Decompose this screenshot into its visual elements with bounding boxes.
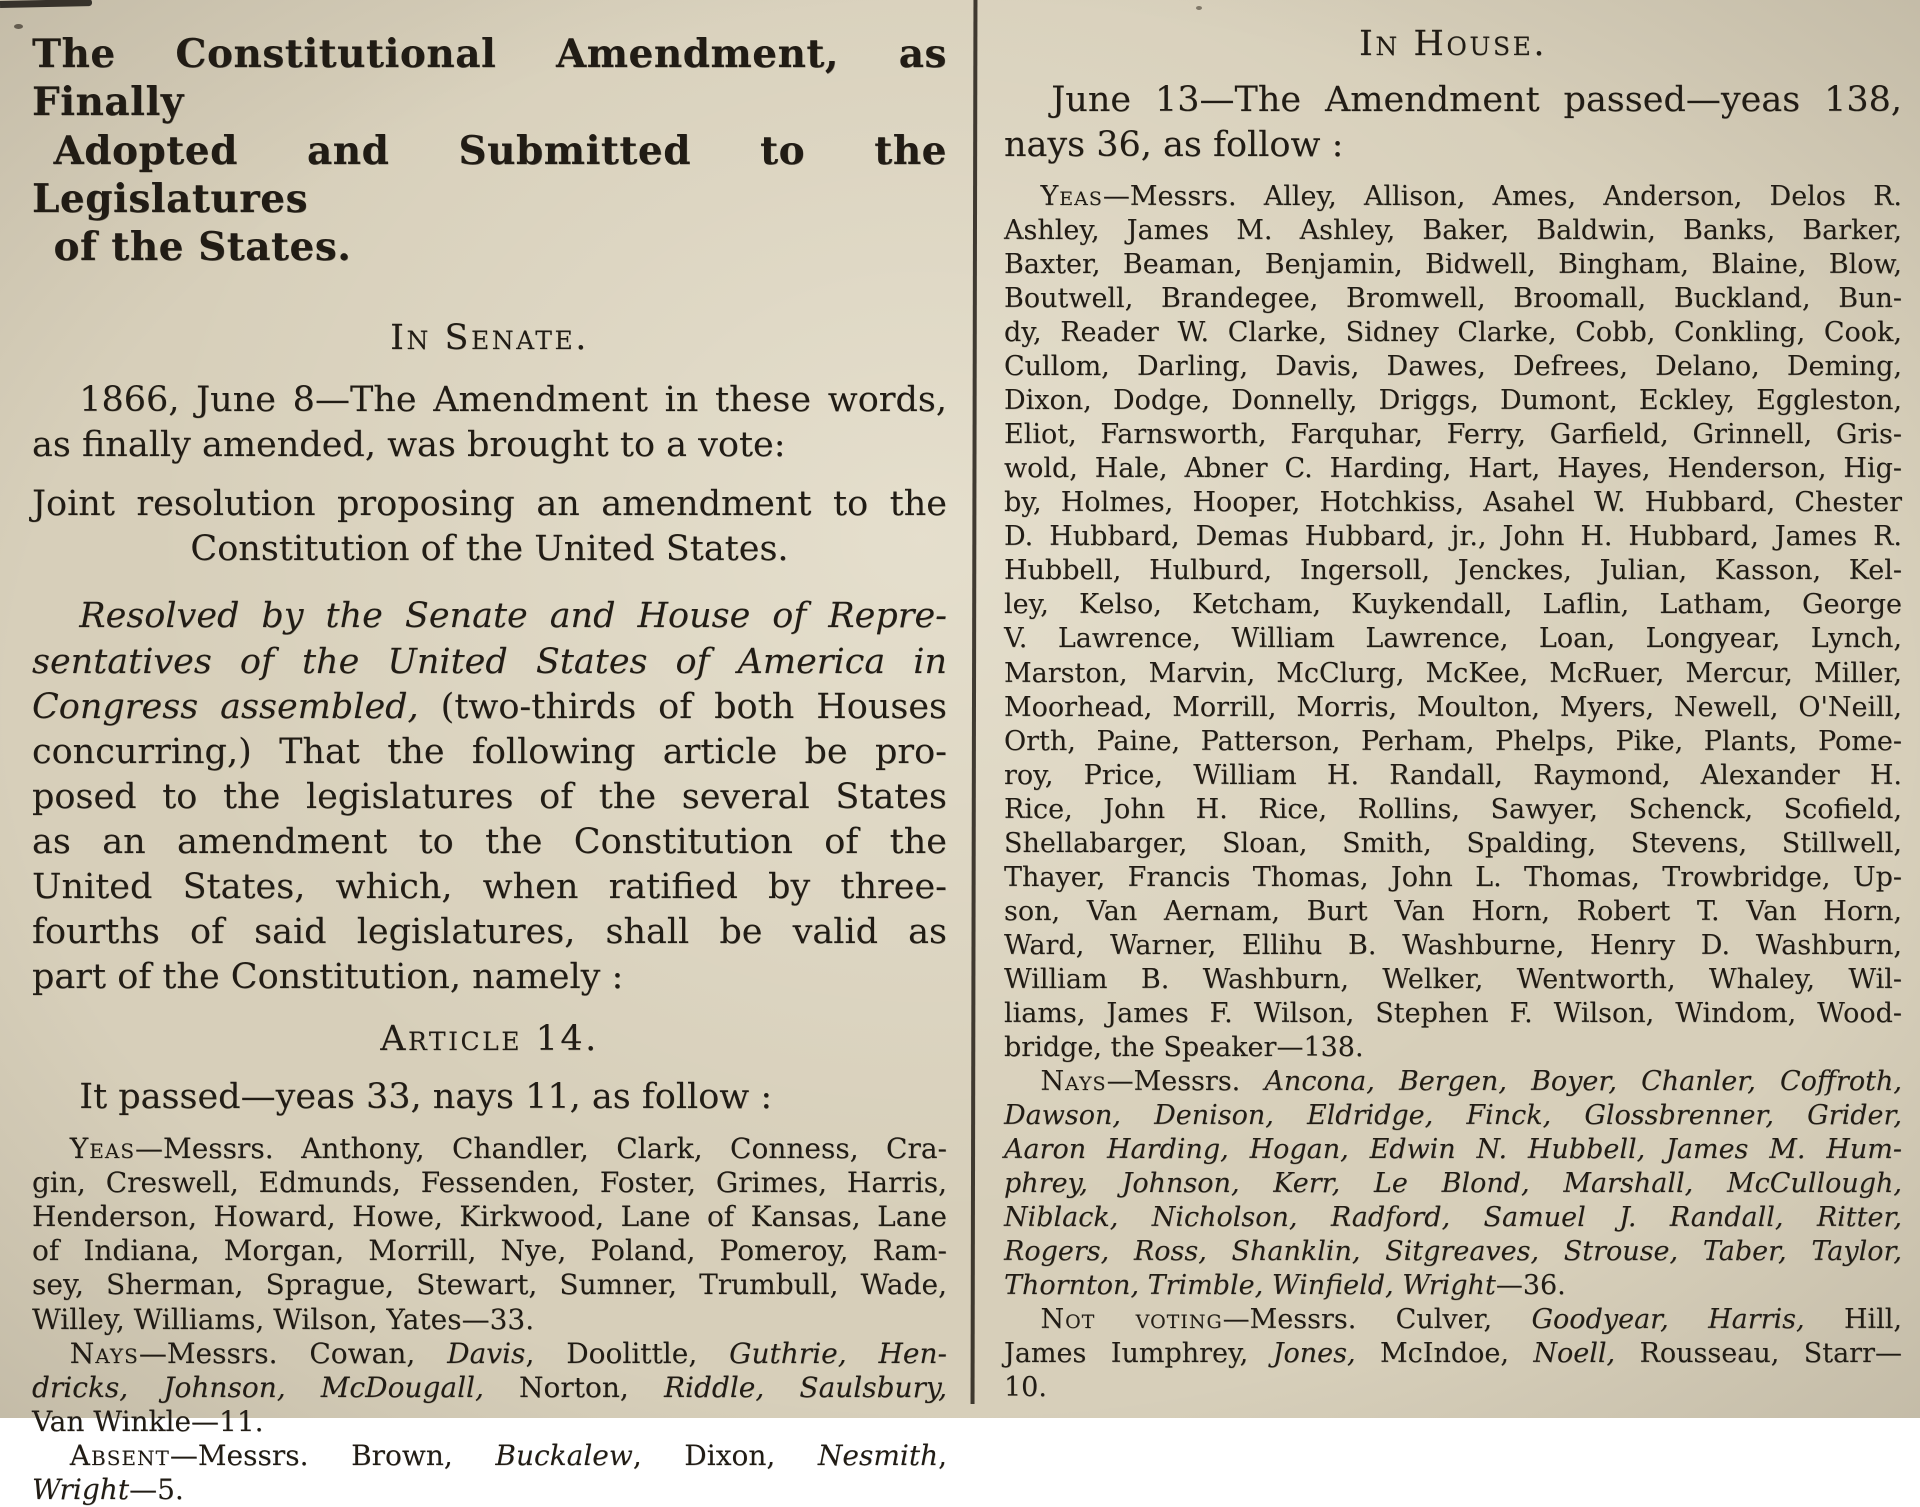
- text-line: bridge, the Speaker—138.: [1004, 1031, 1364, 1063]
- resolved-paragraph: [32, 594, 947, 1000]
- senate-yeas-list: [32, 1132, 947, 1337]
- text-line: of the States.: [53, 224, 352, 271]
- ink-speck: [14, 24, 23, 29]
- text-line: ley, Kelso, Ketcham, Kuykendall, Laflin, Latham, George: [1004, 589, 1902, 621]
- text-line: Nays—Messrs. Cowan, Davis, Doolittle, Guthrie, Hen-: [69, 1336, 947, 1370]
- text-line: sey, Sherman, Sprague, Stewart, Sumner, Trumbull, Wade,: [32, 1268, 947, 1302]
- text-line: Hubbell, Hulburd, Ingersoll, Jenckes, Julian, Kasson, Kel-: [1004, 555, 1902, 587]
- text-line: Boutwell, Brandegee, Bromwell, Broomall, Buckland, Bun-: [1004, 283, 1902, 315]
- text-line: nays 36, as follow :: [1004, 125, 1344, 166]
- text-line: fourths of said legislatures, shall be valid as: [32, 912, 947, 953]
- text-line: phrey, Johnson, Kerr, Le Blond, Marshall, McCullough,: [1004, 1167, 1902, 1199]
- text-line: roy, Price, William H. Randall, Raymond, Alexander H.: [1004, 759, 1902, 791]
- senate-absent-list: [32, 1439, 947, 1507]
- text-line: Congress assembled, (two-thirds of both Houses: [32, 686, 947, 727]
- text-line: It passed—yeas 33, nays 11, as follow :: [79, 1076, 773, 1117]
- text-line: Joint resolution proposing an amendment to the: [32, 484, 947, 525]
- text-line: of Indiana, Morgan, Morrill, Nye, Poland, Pomeroy, Ram-: [32, 1234, 947, 1268]
- text-line: James Iumphrey, Jones, McIndoe, Noell, Rousseau, Starr—: [1004, 1337, 1902, 1369]
- text-line: posed to the legislatures of the several States: [32, 776, 947, 817]
- text-line: Niblack, Nicholson, Radford, Samuel J. Randall, Ritter,: [1004, 1201, 1902, 1233]
- text-line: Baxter, Beaman, Benjamin, Bidwell, Bingham, Blaine, Blow,: [1004, 249, 1902, 281]
- text-line: as an amendment to the Constitution of the: [32, 822, 947, 863]
- text-line: United States, which, when ratified by three-: [32, 867, 947, 908]
- text-line: Not voting—Messrs. Culver, Goodyear, Harris, Hill,: [1040, 1303, 1902, 1335]
- text-line: June 13—The Amendment passed—yeas 138,: [1051, 80, 1902, 120]
- in-house-heading: In House.: [1359, 24, 1547, 64]
- text-line: V. Lawrence, William Lawrence, Loan, Longyear, Lynch,: [1004, 623, 1902, 655]
- column-divider-rule: [971, 0, 978, 1404]
- house-nays-list: [1004, 1065, 1902, 1303]
- text-line: D. Hubbard, Demas Hubbard, jr., John H. Hubbard, James R.: [1004, 521, 1902, 553]
- text-line: Dawson, Denison, Eldridge, Finck, Glossbrenner, Grider,: [1004, 1099, 1902, 1131]
- text-line: wold, Hale, Abner C. Harding, Hart, Hayes, Henderson, Hig-: [1004, 453, 1902, 485]
- text-line: Ashley, James M. Ashley, Baker, Baldwin, Banks, Barker,: [1004, 215, 1902, 247]
- text-line: Willey, Williams, Wilson, Yates—33.: [32, 1302, 535, 1336]
- ink-speck: [1196, 6, 1202, 10]
- text-line: William B. Washburn, Welker, Wentworth, Whaley, Wil-: [1004, 963, 1902, 995]
- text-line: The Constitutional Amendment, as Finally: [32, 31, 947, 126]
- text-line: 1866, June 8—The Amendment in these words,: [79, 379, 947, 420]
- senate-vote-result-paragraph: [32, 1075, 947, 1120]
- article-14-heading: Article 14.: [380, 1018, 599, 1059]
- text-line: Van Winkle—11.: [32, 1405, 264, 1439]
- text-line: Absent—Messrs. Brown, Buckalew, Dixon, Nesmith,: [69, 1439, 948, 1473]
- text-line: Marston, Marvin, McClurg, McKee, McRuer, Mercur, Miller,: [1004, 657, 1902, 689]
- headline: [32, 30, 947, 272]
- text-line: Resolved by the Senate and House of Repre-: [79, 596, 947, 637]
- text-line: concurring,) That the following article be pro-: [32, 731, 947, 772]
- text-line: Wright—5.: [32, 1473, 184, 1507]
- senate-nays-list: [32, 1337, 947, 1439]
- text-line: as finally amended, was brought to a vote:: [32, 424, 786, 465]
- text-line: Aaron Harding, Hogan, Edwin N. Hubbell, James M. Hum-: [1004, 1133, 1902, 1165]
- text-line: dy, Reader W. Clarke, Sidney Clarke, Cobb, Conkling, Cook,: [1004, 317, 1902, 349]
- text-line: Eliot, Farnsworth, Farquhar, Ferry, Garfield, Grinnell, Gris-: [1004, 419, 1902, 451]
- ink-smudge-top-left: [0, 0, 92, 8]
- text-line: Ward, Warner, Ellihu B. Washburne, Henry D. Washburn,: [1004, 929, 1902, 961]
- right-column: [1004, 20, 1902, 1405]
- text-line: Rogers, Ross, Shanklin, Sitgreaves, Strouse, Taber, Taylor,: [1004, 1235, 1902, 1267]
- text-line: 10.: [1004, 1371, 1047, 1403]
- text-line: Cullom, Darling, Davis, Dawes, Defrees, Delano, Deming,: [1004, 351, 1902, 383]
- text-line: Rice, John H. Rice, Rollins, Sawyer, Schenck, Scofield,: [1004, 793, 1902, 825]
- text-line: Moorhead, Morrill, Morris, Moulton, Myers, Newell, O'Neill,: [1004, 691, 1902, 723]
- text-line: Orth, Paine, Patterson, Perham, Phelps, Pike, Plants, Pome-: [1004, 725, 1902, 757]
- text-line: son, Van Aernam, Burt Van Horn, Robert T. Van Horn,: [1004, 895, 1902, 927]
- text-line: gin, Creswell, Edmunds, Fessenden, Foster, Grimes, Harris,: [32, 1165, 947, 1199]
- text-line: Dixon, Dodge, Donnelly, Driggs, Dumont, Eckley, Eggleston,: [1004, 385, 1902, 417]
- text-line: Nays—Messrs. Ancona, Bergen, Boyer, Chanler, Coffroth,: [1040, 1065, 1902, 1097]
- text-line: Thornton, Trimble, Winfield, Wright—36.: [1004, 1269, 1566, 1301]
- left-column: [32, 30, 947, 1507]
- text-line: Constitution of the United States.: [190, 529, 789, 570]
- joint-resolution-paragraph: [32, 482, 947, 572]
- text-line: liams, James F. Wilson, Stephen F. Wilson, Windom, Wood-: [1004, 997, 1902, 1029]
- text-line: Thayer, Francis Thomas, John L. Thomas, Trowbridge, Up-: [1004, 861, 1902, 893]
- text-line: Shellabarger, Sloan, Smith, Spalding, Stevens, Stillwell,: [1004, 827, 1902, 859]
- text-line: Adopted and Submitted to the Legislatures: [32, 127, 947, 223]
- text-line: part of the Constitution, namely :: [32, 957, 624, 998]
- text-line: Henderson, Howard, Howe, Kirkwood, Lane of Kansas, Lane: [32, 1200, 947, 1234]
- text-line: sentatives of the United States of America in: [32, 641, 947, 682]
- text-line: by, Holmes, Hooper, Hotchkiss, Asahel W. Hubbard, Chester: [1004, 487, 1902, 519]
- house-not-voting-list: [1004, 1303, 1902, 1405]
- senate-date-paragraph: [32, 378, 947, 468]
- text-line: Yeas—Messrs. Alley, Allison, Ames, Anderson, Delos R.: [1040, 181, 1902, 213]
- house-yeas-list: [1004, 180, 1902, 1064]
- text-line: Yeas—Messrs. Anthony, Chandler, Clark, Conness, Cra-: [69, 1131, 947, 1165]
- in-senate-heading: In Senate.: [390, 317, 589, 358]
- house-date-paragraph: [1004, 78, 1902, 168]
- text-line: dricks, Johnson, McDougall, Norton, Riddle, Saulsbury,: [32, 1370, 947, 1404]
